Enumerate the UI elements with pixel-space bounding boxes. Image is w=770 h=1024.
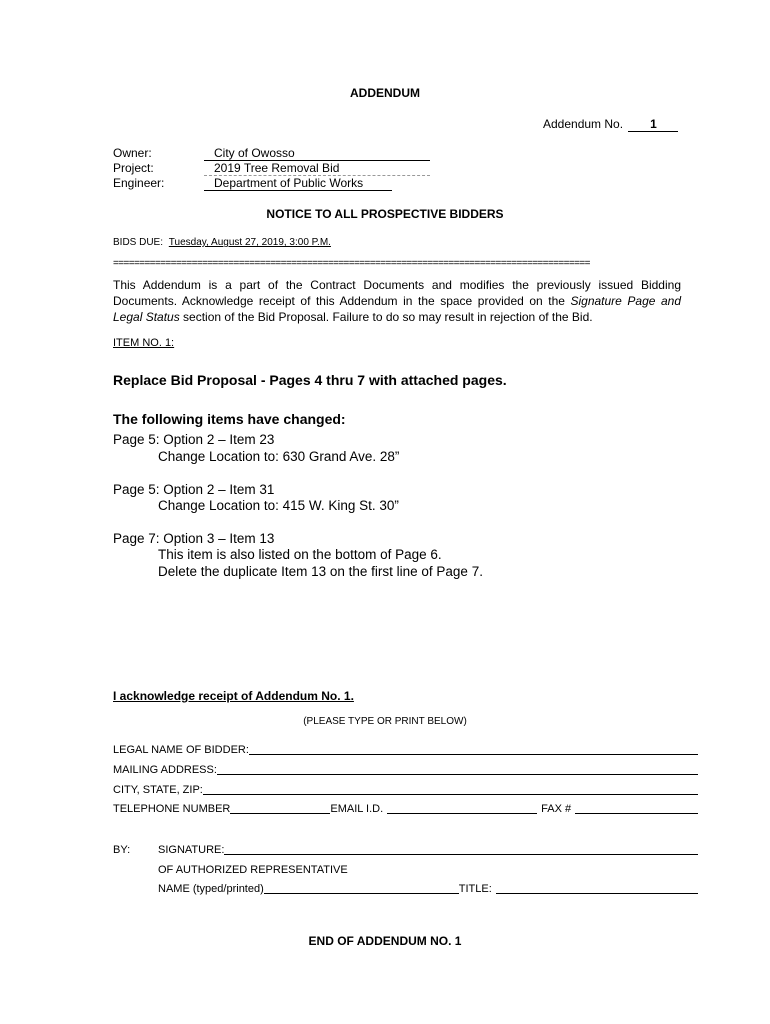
addendum-number-label: Addendum No. bbox=[543, 117, 624, 131]
name-label: NAME (typed/printed) bbox=[158, 883, 264, 895]
acknowledge-statement: I acknowledge receipt of Addendum No. 1. bbox=[113, 689, 354, 703]
intro-text-1: This Addendum is a part of the Contract Documents and modifies the previously issued Bidding Documents. Acknowledge receipt of this Addendum in the space provided on the bbox=[113, 278, 681, 308]
change-title: Page 5: Option 2 – Item 23 bbox=[113, 432, 275, 447]
notice-heading: NOTICE TO ALL PROSPECTIVE BIDDERS bbox=[266, 207, 504, 221]
contact-row bbox=[113, 803, 698, 815]
bids-due bbox=[113, 237, 331, 248]
signature-field[interactable] bbox=[224, 844, 698, 855]
telephone-field[interactable] bbox=[230, 803, 330, 814]
city-state-zip-field[interactable] bbox=[203, 784, 698, 795]
intro-text-italic: Signature Page and Legal Status bbox=[113, 294, 681, 324]
bids-due-label: BIDS DUE: bbox=[113, 237, 164, 248]
engineer-value: Department of Public Works bbox=[204, 176, 392, 191]
fax-field[interactable] bbox=[575, 803, 698, 814]
mailing-address-field[interactable] bbox=[217, 764, 698, 775]
name-title-row bbox=[158, 883, 698, 895]
email-field[interactable] bbox=[387, 803, 537, 814]
intro-paragraph bbox=[113, 277, 681, 325]
replace-heading: Replace Bid Proposal - Pages 4 thru 7 with attached pages. bbox=[113, 372, 507, 388]
legal-name-label: LEGAL NAME OF BIDDER: bbox=[113, 744, 249, 756]
city-state-zip-row bbox=[113, 784, 698, 796]
mailing-address-label: MAILING ADDRESS: bbox=[113, 764, 217, 776]
name-field[interactable] bbox=[264, 883, 459, 894]
authorized-representative-label: OF AUTHORIZED REPRESENTATIVE bbox=[158, 864, 348, 876]
signature-label: SIGNATURE: bbox=[158, 844, 225, 856]
change-title: Page 5: Option 2 – Item 31 bbox=[113, 482, 275, 497]
engineer-label: Engineer: bbox=[113, 176, 165, 190]
change-line: This item is also listed on the bottom of Page 6. bbox=[158, 547, 442, 562]
by-label: BY: bbox=[113, 844, 131, 856]
city-state-zip-label: CITY, STATE, ZIP: bbox=[113, 784, 203, 796]
change-line: Change Location to: 630 Grand Ave. 28” bbox=[158, 449, 400, 464]
project-value: 2019 Tree Removal Bid bbox=[204, 161, 430, 176]
changed-heading: The following items have changed: bbox=[113, 411, 346, 427]
print-note: (PLEASE TYPE OR PRINT BELOW) bbox=[303, 716, 467, 727]
item-number: ITEM NO. 1: bbox=[113, 337, 175, 349]
bids-due-value: Tuesday, August 27, 2019, 3:00 P.M. bbox=[168, 237, 331, 248]
owner-value: City of Owosso bbox=[204, 146, 430, 161]
owner-label: Owner: bbox=[113, 146, 152, 160]
separator-line: =========================================================================================== bbox=[113, 258, 590, 269]
intro-text-2: section of the Bid Proposal. Failure to do so may result in rejection of the Bid. bbox=[179, 310, 593, 324]
title-label: TITLE: bbox=[458, 883, 492, 895]
legal-name-row bbox=[113, 744, 698, 756]
addendum-number-value: 1 bbox=[628, 117, 678, 132]
title-field[interactable] bbox=[496, 883, 698, 894]
end-of-addendum: END OF ADDENDUM NO. 1 bbox=[308, 934, 462, 948]
change-title: Page 7: Option 3 – Item 13 bbox=[113, 531, 275, 546]
project-label: Project: bbox=[113, 161, 154, 175]
signature-row bbox=[158, 844, 698, 856]
email-label: EMAIL I.D. bbox=[330, 803, 384, 815]
change-line: Change Location to: 415 W. King St. 30” bbox=[158, 498, 399, 513]
telephone-label: TELEPHONE NUMBER bbox=[113, 803, 231, 815]
document-title: ADDENDUM bbox=[350, 86, 420, 100]
addendum-number bbox=[543, 117, 678, 132]
change-line: Delete the duplicate Item 13 on the first line of Page 7. bbox=[158, 564, 483, 579]
legal-name-field[interactable] bbox=[249, 744, 698, 755]
fax-label: FAX # bbox=[541, 803, 572, 815]
mailing-address-row bbox=[113, 764, 698, 776]
